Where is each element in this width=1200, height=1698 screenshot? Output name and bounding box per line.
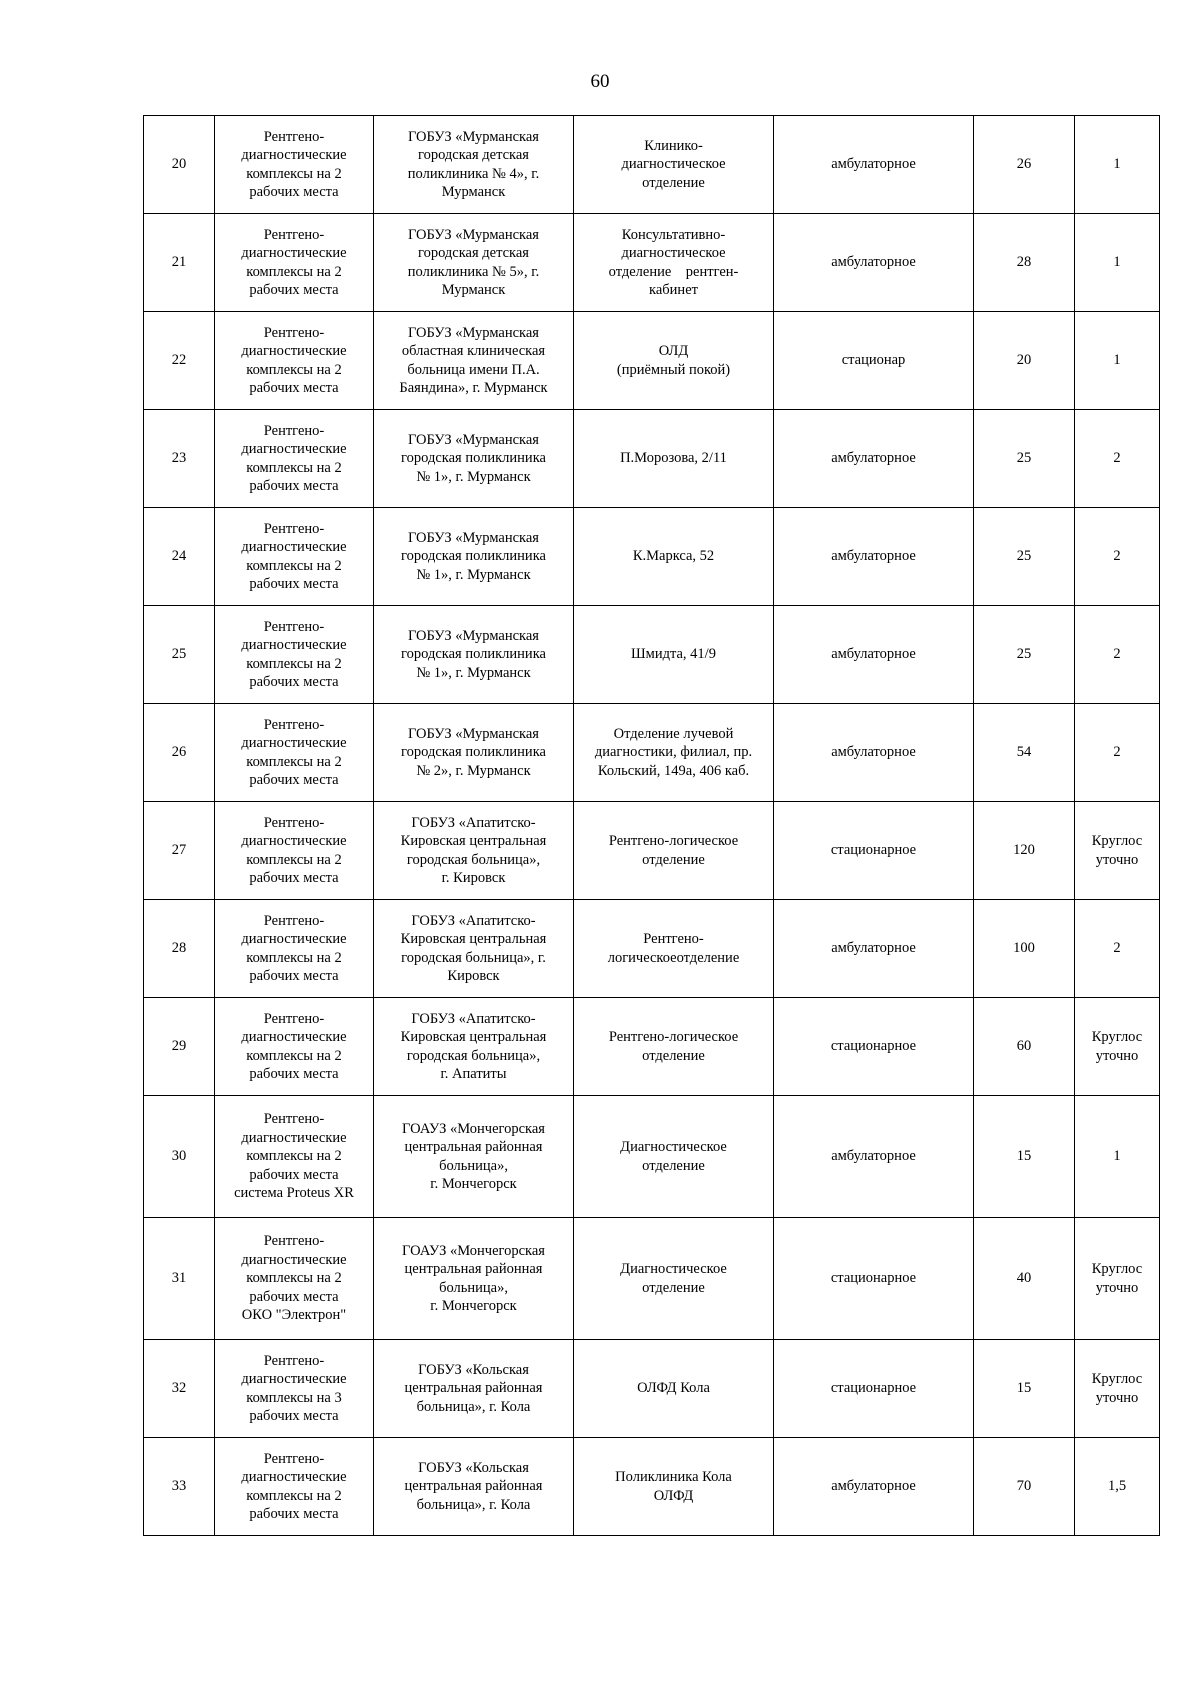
cell-line: Рентгено-	[263, 128, 325, 145]
department-cell	[574, 606, 774, 704]
equipment-cell	[215, 508, 374, 606]
cell-line: № 2», г. Мурманск	[416, 762, 531, 779]
cell-line: № 1», г. Мурманск	[416, 468, 531, 485]
cell-line: отделение	[642, 851, 705, 868]
value-cell: 20	[974, 312, 1075, 410]
cell-line: Кировская центральная	[400, 833, 547, 849]
department-cell	[574, 116, 774, 214]
cell-line: стационар	[841, 352, 906, 369]
cell-line: городская больница»,	[406, 1047, 541, 1064]
cell-line: рабочих места	[249, 184, 339, 200]
cell-line: диагностические	[241, 147, 347, 163]
cell-line: рабочих места	[249, 576, 339, 592]
cell-line: ГОБУЗ «Мурманская	[408, 226, 539, 243]
cell-line: больница»,	[439, 1157, 508, 1174]
organization-cell	[374, 998, 574, 1096]
care-mode-cell	[774, 508, 974, 606]
cell-line: городская поликлиника	[401, 548, 546, 565]
cell-line: рабочих места	[249, 1066, 339, 1082]
cell-line: комплексы на 2	[246, 949, 342, 966]
cell-line: стационарное	[830, 1380, 917, 1397]
shifts-cell	[1075, 214, 1160, 312]
shifts-cell	[1075, 1096, 1160, 1218]
cell-line: г. Мончегорск	[430, 1298, 517, 1314]
cell-line: комплексы на 2	[246, 165, 342, 182]
department-cell	[574, 998, 774, 1096]
cell-line: Рентгено-логическое	[608, 833, 739, 849]
organization-cell	[374, 900, 574, 998]
row-number-cell: 31	[144, 1218, 215, 1340]
cell-line: ГОАУЗ «Мончегорская	[402, 1242, 545, 1259]
cell-line: Рентгено-	[263, 716, 325, 733]
cell-line: Круглос	[1091, 1371, 1143, 1387]
cell-line: ГОБУЗ «Кольская	[418, 1459, 529, 1476]
cell-line: Круглос	[1091, 1029, 1143, 1045]
row-number-cell: 24	[144, 508, 215, 606]
cell-line: 2	[1113, 940, 1121, 957]
cell-line: диагностические	[241, 245, 347, 261]
cell-line: ОЛФД	[653, 1487, 694, 1504]
cell-line: комплексы на 2	[246, 753, 342, 770]
cell-line: К.Маркса, 52	[632, 548, 715, 565]
cell-line: 1	[1113, 352, 1121, 369]
shifts-cell	[1075, 508, 1160, 606]
cell-line: Круглос	[1091, 833, 1143, 849]
value-cell: 100	[974, 900, 1075, 998]
organization-cell	[374, 1218, 574, 1340]
cell-line: рабочих места	[249, 968, 339, 984]
cell-line: ГОБУЗ «Мурманская	[408, 324, 539, 341]
cell-line: комплексы на 2	[246, 1487, 342, 1504]
cell-line: рабочих места	[249, 1166, 339, 1183]
cell-line: диагностические	[241, 1129, 347, 1146]
cell-line: Рентгено-	[263, 1111, 325, 1128]
cell-line: ГОБУЗ «Мурманская	[408, 431, 539, 448]
cell-line: 2	[1113, 450, 1121, 467]
cell-line: поликлиника № 4», г.	[407, 165, 540, 182]
cell-line: диагностические	[241, 1251, 347, 1268]
row-number-cell: 32	[144, 1340, 215, 1438]
value-cell: 25	[974, 606, 1075, 704]
cell-line: ГОБУЗ «Мурманская	[408, 529, 539, 546]
equipment-cell	[215, 116, 374, 214]
cell-line: Круглос	[1091, 1261, 1143, 1277]
cell-line: больница», г. Кола	[416, 1496, 531, 1513]
department-cell	[574, 214, 774, 312]
cell-line: комплексы на 2	[246, 361, 342, 378]
cell-line: диагностические	[241, 441, 347, 457]
cell-line: Рентгено-	[263, 324, 325, 341]
value-cell: 40	[974, 1218, 1075, 1340]
department-cell	[574, 802, 774, 900]
cell-line: рабочих места	[249, 1288, 339, 1305]
cell-line: Поликлиника Кола	[615, 1469, 732, 1485]
care-mode-cell	[774, 998, 974, 1096]
equipment-cell	[215, 606, 374, 704]
organization-cell	[374, 312, 574, 410]
cell-line: стационарное	[830, 1270, 917, 1287]
cell-line: Кировская центральная	[400, 931, 547, 947]
cell-line: рабочих места	[249, 1408, 339, 1424]
value-cell: 15	[974, 1096, 1075, 1218]
care-mode-cell	[774, 802, 974, 900]
cell-line: отделение	[642, 174, 705, 191]
cell-line: Консультативно-	[621, 226, 726, 243]
organization-cell	[374, 508, 574, 606]
equipment-cell	[215, 410, 374, 508]
cell-line: амбулаторное	[831, 1148, 916, 1165]
cell-line: амбулаторное	[831, 940, 916, 957]
cell-line: рабочих места	[249, 870, 339, 886]
table-row	[144, 704, 1160, 802]
cell-line: городская поликлиника	[401, 646, 546, 663]
shifts-cell	[1075, 802, 1160, 900]
cell-line: 2	[1113, 646, 1121, 663]
cell-line: городская больница»,	[406, 851, 541, 868]
equipment-cell	[215, 214, 374, 312]
cell-line: № 1», г. Мурманск	[416, 566, 531, 583]
department-cell	[574, 1096, 774, 1218]
cell-line: Шмидта, 41/9	[631, 646, 716, 663]
cell-line: комплексы на 2	[246, 557, 342, 574]
organization-cell	[374, 606, 574, 704]
equipment-cell	[215, 900, 374, 998]
cell-line: Рентгено-	[263, 520, 325, 537]
cell-line: уточно	[1095, 1389, 1139, 1406]
cell-line: Рентгено-	[263, 422, 325, 439]
cell-line: ГОБУЗ «Апатитско-	[411, 912, 536, 929]
organization-cell	[374, 1340, 574, 1438]
organization-cell	[374, 410, 574, 508]
cell-line: Рентгено-	[263, 618, 325, 635]
care-mode-cell	[774, 1096, 974, 1218]
value-cell: 70	[974, 1438, 1075, 1536]
shifts-cell	[1075, 704, 1160, 802]
shifts-cell	[1075, 116, 1160, 214]
cell-line: диагностическое	[621, 156, 726, 173]
care-mode-cell	[774, 410, 974, 508]
shifts-cell	[1075, 998, 1160, 1096]
cell-line: Диагностическое	[620, 1139, 727, 1155]
cell-line: уточно	[1095, 1279, 1139, 1296]
cell-line: Баяндина», г. Мурманск	[399, 380, 548, 396]
cell-line: Отделение лучевой	[613, 725, 734, 742]
cell-line: Рентгено-	[263, 912, 325, 929]
cell-line: Рентгено-	[263, 1352, 325, 1369]
organization-cell	[374, 802, 574, 900]
cell-line: Рентгено-	[263, 1233, 325, 1250]
cell-line: 1	[1113, 254, 1121, 271]
cell-line: диагностические	[241, 1029, 347, 1045]
cell-line: рабочих места	[249, 772, 339, 788]
cell-line: Кировск	[447, 968, 500, 984]
table-row	[144, 312, 1160, 410]
cell-line: городская детская	[418, 147, 529, 163]
organization-cell	[374, 704, 574, 802]
cell-line: центральная районная	[404, 1380, 543, 1397]
cell-line: 2	[1113, 744, 1121, 761]
value-cell: 26	[974, 116, 1075, 214]
cell-line: 1	[1113, 156, 1121, 173]
cell-line: 1	[1113, 1148, 1121, 1165]
cell-line: отделение рентген-	[608, 263, 739, 280]
value-cell: 120	[974, 802, 1075, 900]
cell-line: рабочих места	[249, 674, 339, 690]
cell-line: амбулаторное	[831, 156, 916, 173]
cell-line: Клинико-	[644, 137, 703, 154]
cell-line: Кировская центральная	[400, 1029, 547, 1045]
cell-line: амбулаторное	[831, 646, 916, 663]
cell-line: (приёмный покой)	[616, 361, 731, 378]
row-number-cell: 22	[144, 312, 215, 410]
cell-line: амбулаторное	[831, 548, 916, 565]
cell-line: комплексы на 3	[246, 1389, 342, 1406]
cell-line: уточно	[1095, 1047, 1139, 1064]
care-mode-cell	[774, 1438, 974, 1536]
care-mode-cell	[774, 116, 974, 214]
cell-line: ГОБУЗ «Мурманская	[408, 128, 539, 145]
value-cell: 15	[974, 1340, 1075, 1438]
department-cell	[574, 1438, 774, 1536]
cell-line: ГОАУЗ «Мончегорская	[402, 1120, 545, 1137]
department-cell	[574, 410, 774, 508]
table-row	[144, 1438, 1160, 1536]
care-mode-cell	[774, 214, 974, 312]
cell-line: городская детская	[418, 245, 529, 261]
shifts-cell	[1075, 1438, 1160, 1536]
cell-line: Кольский, 149а, 406 каб.	[597, 762, 750, 779]
cell-line: комплексы на 2	[246, 459, 342, 476]
cell-line: амбулаторное	[831, 450, 916, 467]
value-cell: 25	[974, 410, 1075, 508]
cell-line: диагностические	[241, 833, 347, 849]
cell-line: диагностические	[241, 539, 347, 555]
cell-line: диагностические	[241, 637, 347, 653]
organization-cell	[374, 1096, 574, 1218]
row-number-cell: 21	[144, 214, 215, 312]
cell-line: больница»,	[439, 1279, 508, 1296]
care-mode-cell	[774, 704, 974, 802]
organization-cell	[374, 116, 574, 214]
shifts-cell	[1075, 900, 1160, 998]
care-mode-cell	[774, 900, 974, 998]
table-row	[144, 900, 1160, 998]
table-row	[144, 1340, 1160, 1438]
cell-line: городская больница», г.	[401, 949, 546, 966]
cell-line: логическоеотделение	[607, 949, 740, 966]
cell-line: 1,5	[1107, 1478, 1127, 1495]
cell-line: отделение	[642, 1157, 705, 1174]
cell-line: П.Морозова, 2/11	[620, 450, 727, 467]
cell-line: комплексы на 2	[246, 655, 342, 672]
cell-line: комплексы на 2	[246, 1148, 342, 1165]
table-row	[144, 606, 1160, 704]
row-number-cell: 27	[144, 802, 215, 900]
cell-line: поликлиника № 5», г.	[407, 263, 540, 280]
row-number-cell: 28	[144, 900, 215, 998]
cell-line: Мурманск	[441, 184, 506, 200]
cell-line: рабочих места	[249, 380, 339, 396]
department-cell	[574, 312, 774, 410]
cell-line: № 1», г. Мурманск	[416, 664, 531, 681]
cell-line: центральная районная	[404, 1478, 543, 1495]
cell-line: комплексы на 2	[246, 851, 342, 868]
cell-line: отделение	[642, 1279, 705, 1296]
table-row	[144, 998, 1160, 1096]
care-mode-cell	[774, 1340, 974, 1438]
cell-line: амбулаторное	[831, 1478, 916, 1495]
cell-line: Рентгено-логическое	[608, 1029, 739, 1045]
cell-line: диагностики, филиал, пр.	[594, 744, 753, 761]
cell-line: больница имени П.А.	[407, 361, 540, 378]
cell-line: ОКО "Электрон"	[241, 1307, 347, 1324]
cell-line: стационарное	[830, 842, 917, 859]
organization-cell	[374, 1438, 574, 1536]
organization-cell	[374, 214, 574, 312]
cell-line: больница», г. Кола	[416, 1398, 531, 1415]
table-row	[144, 1096, 1160, 1218]
row-number-cell: 20	[144, 116, 215, 214]
cell-line: комплексы на 2	[246, 263, 342, 280]
care-mode-cell	[774, 606, 974, 704]
cell-line: Рентгено-	[263, 1450, 325, 1467]
row-number-cell: 33	[144, 1438, 215, 1536]
cell-line: стационарное	[830, 1038, 917, 1055]
cell-line: диагностические	[241, 1371, 347, 1387]
department-cell	[574, 1340, 774, 1438]
value-cell: 60	[974, 998, 1075, 1096]
cell-line: центральная районная	[404, 1139, 543, 1155]
care-mode-cell	[774, 1218, 974, 1340]
cell-line: Мурманск	[441, 282, 506, 298]
cell-line: комплексы на 2	[246, 1047, 342, 1064]
cell-line: центральная районная	[404, 1261, 543, 1277]
value-cell: 54	[974, 704, 1075, 802]
cell-line: уточно	[1095, 851, 1139, 868]
cell-line: ОЛД	[658, 343, 689, 359]
page-number: 60	[590, 71, 610, 92]
cell-line: ГОБУЗ «Кольская	[418, 1361, 529, 1378]
shifts-cell	[1075, 312, 1160, 410]
cell-line: система Proteus XR	[234, 1185, 354, 1202]
cell-line: г. Кировск	[441, 870, 506, 886]
cell-line: рабочих места	[249, 1506, 339, 1522]
cell-line: Рентгено-	[263, 1010, 325, 1027]
cell-line: ГОБУЗ «Апатитско-	[411, 1010, 536, 1027]
equipment-cell	[215, 1096, 374, 1218]
equipment-cell	[215, 704, 374, 802]
equipment-cell	[215, 1438, 374, 1536]
cell-line: диагностическое	[621, 245, 726, 261]
cell-line: комплексы на 2	[246, 1270, 342, 1287]
cell-line: Диагностическое	[620, 1261, 727, 1277]
cell-line: Рентгено-	[643, 931, 704, 947]
shifts-cell	[1075, 606, 1160, 704]
department-cell	[574, 1218, 774, 1340]
cell-line: городская поликлиника	[401, 744, 546, 761]
table-row	[144, 508, 1160, 606]
cell-line: диагностические	[241, 931, 347, 947]
cell-line: городская поликлиника	[401, 450, 546, 467]
equipment-cell	[215, 998, 374, 1096]
row-number-cell: 25	[144, 606, 215, 704]
cell-line: ГОБУЗ «Апатитско-	[411, 814, 536, 831]
shifts-cell	[1075, 410, 1160, 508]
equipment-cell	[215, 1218, 374, 1340]
cell-line: областная клиническая	[401, 343, 546, 359]
equipment-table	[143, 115, 1160, 1536]
row-number-cell: 26	[144, 704, 215, 802]
cell-line: рабочих места	[249, 282, 339, 298]
cell-line: диагностические	[241, 735, 347, 751]
cell-line: амбулаторное	[831, 744, 916, 761]
care-mode-cell	[774, 312, 974, 410]
equipment-cell	[215, 1340, 374, 1438]
table-row	[144, 214, 1160, 312]
equipment-cell	[215, 802, 374, 900]
cell-line: ГОБУЗ «Мурманская	[408, 627, 539, 644]
table-row	[144, 802, 1160, 900]
table-row	[144, 116, 1160, 214]
row-number-cell: 23	[144, 410, 215, 508]
shifts-cell	[1075, 1340, 1160, 1438]
cell-line: ГОБУЗ «Мурманская	[408, 725, 539, 742]
table-row	[144, 410, 1160, 508]
cell-line: кабинет	[649, 282, 698, 298]
cell-line: отделение	[642, 1047, 705, 1064]
cell-line: амбулаторное	[831, 254, 916, 271]
table-body	[144, 116, 1160, 1536]
cell-line: Рентгено-	[263, 226, 325, 243]
cell-line: Рентгено-	[263, 814, 325, 831]
row-number-cell: 30	[144, 1096, 215, 1218]
cell-line: рабочих места	[249, 478, 339, 494]
shifts-cell	[1075, 1218, 1160, 1340]
value-cell: 28	[974, 214, 1075, 312]
table-row	[144, 1218, 1160, 1340]
row-number-cell: 29	[144, 998, 215, 1096]
cell-line: диагностические	[241, 1469, 347, 1485]
cell-line: ОЛФД Кола	[637, 1380, 710, 1397]
cell-line: г. Апатиты	[440, 1066, 507, 1082]
department-cell	[574, 900, 774, 998]
cell-line: 2	[1113, 548, 1121, 565]
equipment-cell	[215, 312, 374, 410]
department-cell	[574, 704, 774, 802]
value-cell: 25	[974, 508, 1075, 606]
cell-line: г. Мончегорск	[430, 1176, 517, 1192]
cell-line: диагностические	[241, 343, 347, 359]
department-cell	[574, 508, 774, 606]
